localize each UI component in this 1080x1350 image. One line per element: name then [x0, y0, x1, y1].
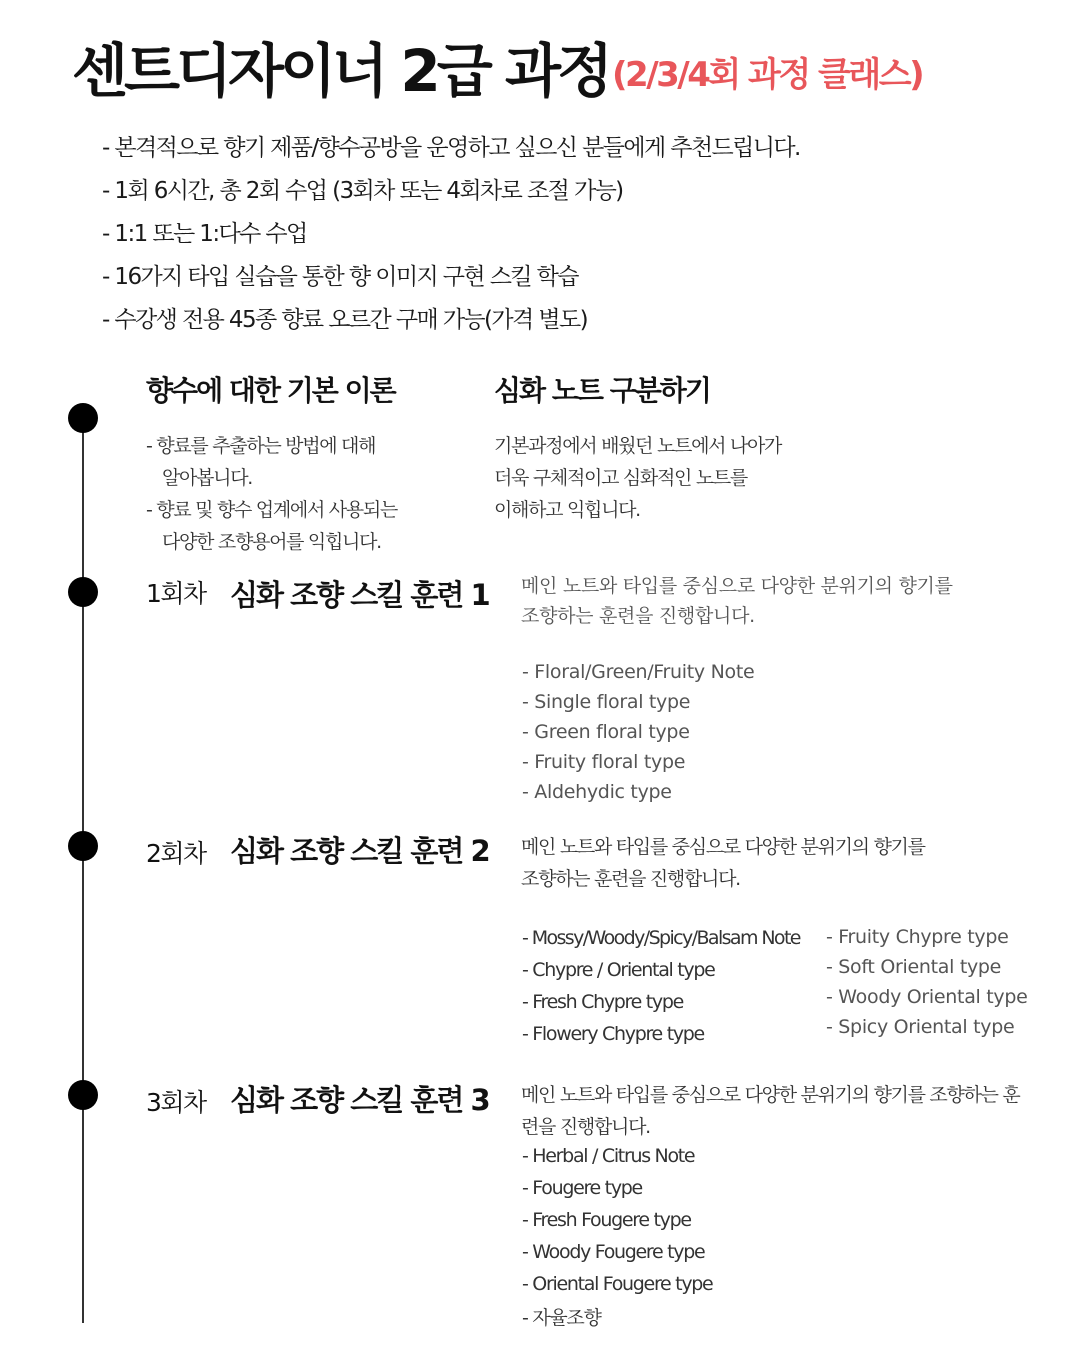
theory-line: 다양한 조향용어를 익힙니다. — [162, 531, 381, 553]
session-desc: 조향하는 훈련을 진행합니다. — [521, 868, 740, 890]
theory-heading: 향수에 대한 기본 이론 — [146, 374, 395, 407]
session-item: - Flowery Chypre type — [522, 1023, 704, 1045]
notes-line: 이해하고 익힙니다. — [494, 499, 640, 521]
session-item: - Aldehydic type — [522, 781, 672, 803]
session-item: - Fruity floral type — [522, 751, 686, 773]
session-item: - Fresh Chypre type — [522, 991, 683, 1013]
timeline-line — [82, 418, 84, 1323]
timeline-dot — [68, 403, 98, 433]
session-item: - Woody Oriental type — [826, 986, 1028, 1008]
intro-item: - 16가지 타입 실습을 통한 향 이미지 구현 스킬 학습 — [102, 264, 578, 290]
page-title: 센트디자이너 2급 과정 — [72, 37, 609, 105]
session-item: - 자율조향 — [522, 1307, 601, 1329]
session-label: 1회차 — [146, 579, 206, 608]
session-desc: 조향하는 훈련을 진행합니다. — [521, 605, 755, 627]
theory-line: - 향료 및 향수 업계에서 사용되는 — [146, 499, 397, 521]
session-item: - Green floral type — [522, 721, 690, 743]
theory-line: - 향료를 추출하는 방법에 대해 — [146, 435, 376, 457]
session-desc: 메인 노트와 타입를 중심으로 다양한 분위기의 향기를 조향하는 훈 — [521, 1084, 1020, 1106]
page-subtitle: (2/3/4회 과정 클래스) — [612, 55, 923, 95]
session-item: - Oriental Fougere type — [522, 1273, 713, 1295]
session-desc: 메인 노트와 타입를 중심으로 다양한 분위기의 향기를 — [521, 575, 953, 597]
intro-item: - 수강생 전용 45종 향료 오르간 구매 가능(가격 별도) — [102, 307, 587, 333]
session-item: - Chypre / Oriental type — [522, 959, 715, 981]
session-title: 심화 조향 스킬 훈련 1 — [230, 578, 489, 612]
session-item: - Soft Oriental type — [826, 956, 1002, 978]
session-item: - Fruity Chypre type — [826, 926, 1009, 948]
intro-item: - 1:1 또는 1:다수 수업 — [102, 221, 307, 247]
session-item: - Single floral type — [522, 691, 691, 713]
session-desc: 메인 노트와 타입를 중심으로 다양한 분위기의 향기를 — [521, 836, 925, 858]
session-title: 심화 조향 스킬 훈련 2 — [230, 834, 489, 868]
session-label: 2회차 — [146, 839, 206, 868]
timeline-dot — [68, 1080, 98, 1110]
session-desc: 련을 진행합니다. — [521, 1116, 650, 1138]
notes-line: 기본과정에서 배웠던 노트에서 나아가 — [494, 435, 782, 457]
session-title: 심화 조향 스킬 훈련 3 — [230, 1083, 489, 1117]
timeline-dot — [68, 577, 98, 607]
session-item: - Woody Fougere type — [522, 1241, 705, 1263]
timeline-dot — [68, 831, 98, 861]
session-item: - Floral/Green/Fruity Note — [522, 661, 755, 683]
session-item: - Fresh Fougere type — [522, 1209, 691, 1231]
session-item: - Fougere type — [522, 1177, 642, 1199]
session-item: - Mossy/Woody/Spicy/Balsam Note — [522, 927, 800, 949]
intro-item: - 본격적으로 향기 제품/향수공방을 운영하고 싶으신 분들에게 추천드립니다. — [102, 135, 800, 161]
notes-heading: 심화 노트 구분하기 — [494, 374, 710, 407]
session-label: 3회차 — [146, 1088, 206, 1117]
intro-item: - 1회 6시간, 총 2회 수업 (3회차 또는 4회차로 조절 가능) — [102, 178, 623, 204]
session-item: - Spicy Oriental type — [826, 1016, 1015, 1038]
theory-line: 알아봅니다. — [162, 467, 253, 489]
notes-line: 더욱 구체적이고 심화적인 노트를 — [494, 467, 747, 489]
session-item: - Herbal / Citrus Note — [522, 1145, 695, 1167]
